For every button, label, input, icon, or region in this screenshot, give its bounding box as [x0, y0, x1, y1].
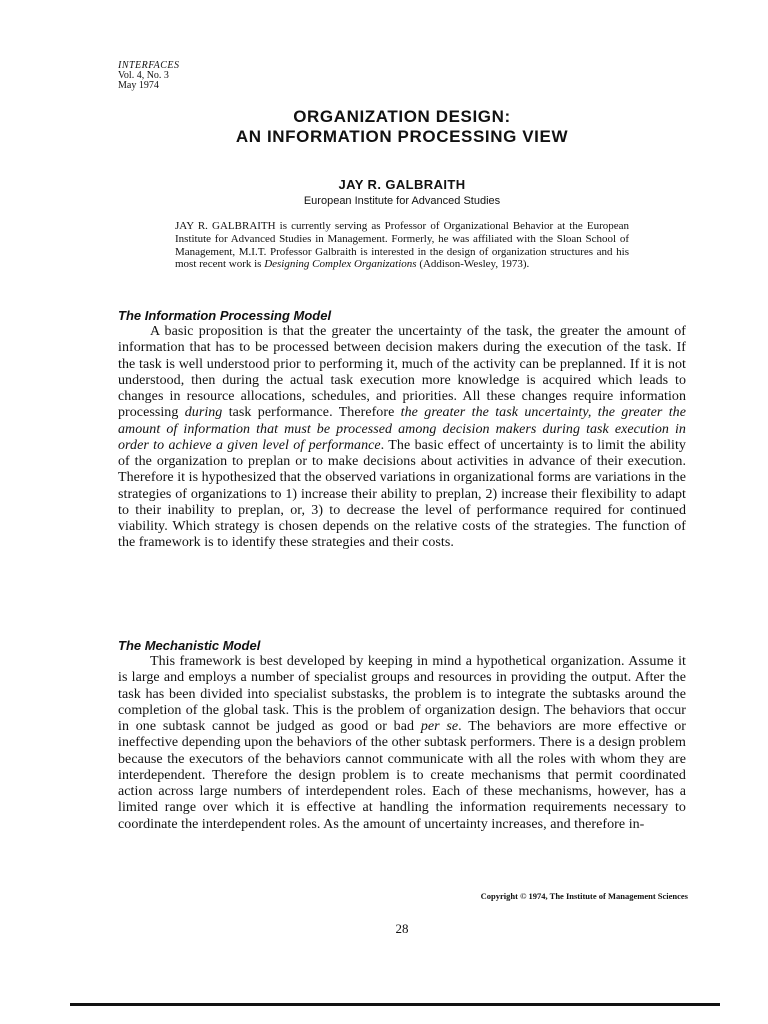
journal-date: May 1974	[118, 80, 159, 91]
emphasis-text: per se	[420, 719, 459, 734]
bio-text-end: (Addison-Wesley, 1973).	[416, 258, 530, 271]
section-heading-information-processing: The Information Processing Model	[118, 308, 332, 323]
body-text: This framework is best developed by keeping in mind a hypothetical organization. Assume it is large and employs a number of specialist groups and resources in providing the output. After the task has been divided into specialist substasks, the problem is to integrate the subtasks around the completion of the global task. This is the problem of organization design. The behaviors that occur in one subtask cannot be judged as good or bad	[118, 654, 686, 734]
author-name: JAY R. GALBRAITH	[338, 177, 466, 192]
emphasis-text: the greater the task uncertainty, the greater the amount of information that must be processed among decision makers during task execution in order to achieve a given level of performance	[118, 405, 686, 453]
article-title	[118, 107, 686, 147]
emphasis-text: during	[184, 405, 223, 421]
page-number: 28	[395, 921, 409, 936]
body-text: . The behaviors are more effective or ineffective depending upon the behaviors of the other subtask performers. There is a design problem because the executors of the behaviors cannot communicate with all the roles with whom they are interdependent. Therefore the design problem is to create mechanisms that permit coordinated action across large numbers of interdependent roles. Each of these mechanisms, however, has a limited range over which it is effective at handling the information requirements necessary to coordinate the interdependent roles. As the amount of uncertainty increases, and therefore in-	[118, 719, 686, 832]
copyright-notice: Copyright © 1974, The Institute of Management Sciences	[480, 891, 688, 901]
body-text: task performance. Therefore	[222, 405, 401, 421]
title-line-1: ORGANIZATION DESIGN:	[293, 107, 511, 126]
bio-book-title: Designing Complex Organizations	[264, 258, 417, 271]
author-affiliation: European Institute for Advanced Studies	[303, 195, 501, 207]
bio-text: JAY R. GALBRAITH is currently serving as Professor of Organizational Behavior at the European Institute for Advanced Studies in Management. Formerly, he was affiliated with the Sloan School of Management, M.I.T. Professor Galbraith is interested in the design of organization structures and his most recent work is	[175, 220, 629, 271]
journal-name: INTERFACES	[118, 60, 180, 71]
body-text: A basic proposition is that the greater the uncertainty of the task, the greater the amount of information that has to be processed between decision makers during the execution of the task. If the task is well understood prior to performing it, much of the activity can be preplanned. If it is not understood, then during the actual task execution more knowledge is acquired which leads to changes in resource allocations, schedules, and priorities. All these changes require information processing	[118, 324, 686, 421]
body-text: . The basic effect of uncertainty is to limit the ability of the organization to preplan or to make decisions about activities in advance of their execution. Therefore it is hypothesized that the observed variations in organizational forms are variations in the strategies of organizations to 1) increase their ability to preplan, 2) increase their flexibility to adapt to their inability to preplan, or, 3) to decrease the level of performance required for continued viability. Which strategy is chosen depends on the relative costs of the strategies. The function of the framework is to identify these strategies and their costs.	[118, 437, 686, 551]
title-line-2: AN INFORMATION PROCESSING VIEW	[235, 127, 569, 146]
section-heading-mechanistic: The Mechanistic Model	[118, 638, 261, 653]
page-bottom-rule	[70, 1003, 720, 1006]
author-bio	[175, 220, 629, 271]
section-body-information-processing	[118, 324, 686, 552]
section-body-mechanistic	[118, 654, 686, 833]
journal-citation	[118, 61, 179, 91]
journal-volume: Vol. 4, No. 3	[118, 70, 169, 81]
